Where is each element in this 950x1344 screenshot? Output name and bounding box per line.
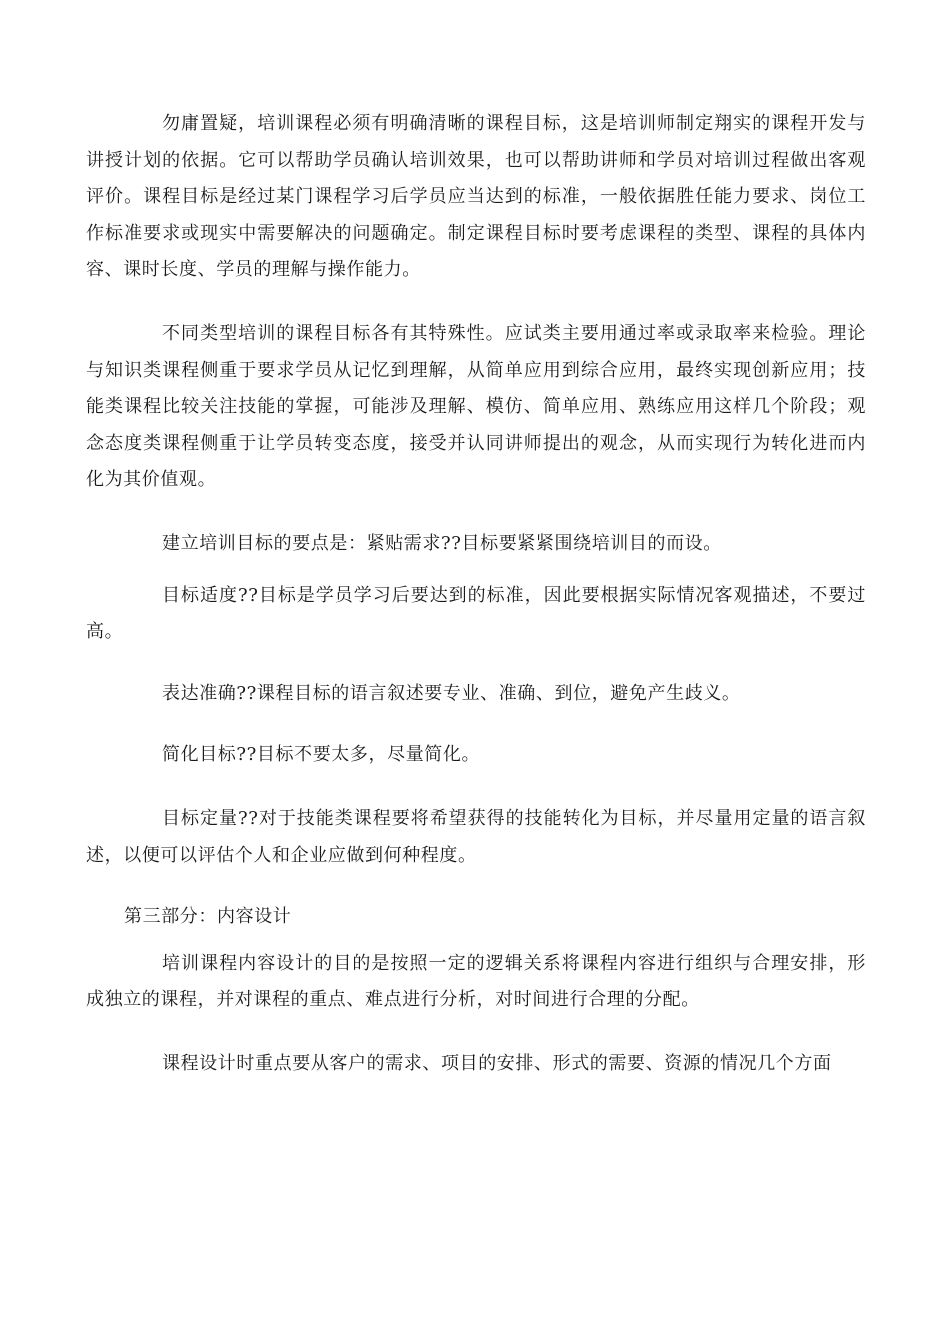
paragraph-goal-key-points: 建立培训目标的要点是：紧贴需求??目标要紧紧围绕培训目的而设。: [162, 532, 722, 554]
paragraph-goal-accurate: 表达准确??课程目标的语言叙述要专业、准确、到位，避免产生歧义。: [162, 682, 741, 704]
paragraph-content-design-purpose: 培训课程内容设计的目的是按照一定的逻辑关系将课程内容进行组织与合理安排，形成独立的课程，并对课程的重点、难点进行分析，对时间进行合理的分配。: [86, 952, 866, 1011]
document-page: [86, 106, 866, 1082]
section-heading: 第三部分：内容设计: [124, 906, 292, 928]
paragraph-content-design-focus: 课程设计时重点要从客户的需求、项目的安排、形式的需要、资源的情况几个方面: [162, 1052, 832, 1074]
paragraph-course-goals-intro: 勿庸置疑，培训课程必须有明确清晰的课程目标，这是培训师制定翔实的课程开发与讲授计划的依据。它可以帮助学员确认培训效果，也可以帮助讲师和学员对培训过程做出客观评价。课程目标是经过某门课程学习后学员应当达到的标准，一般依据胜任能力要求、岗位工作标准要求或现实中需要解决的问题确定。制定课程目标时要考虑课程的类型、课程的具体内容、课时长度、学员的理解与操作能力。: [86, 113, 866, 281]
paragraph-goal-simplify: 简化目标??目标不要太多，尽量简化。: [162, 744, 481, 766]
paragraph-goal-types: 不同类型培训的课程目标各有其特殊性。应试类主要用通过率或录取率来检验。理论与知识类课程侧重于要求学员从记忆到理解，从简单应用到综合应用，最终实现创新应用；技能类课程比较关注技能的掌握，可能涉及理解、模仿、简单应用、熟练应用这样几个阶段；观念态度类课程侧重于让学员转变态度，接受并认同讲师提出的观念，从而实现行为转化进而内化为其价值观。: [86, 322, 866, 491]
paragraph-goal-quantify: 目标定量??对于技能类课程要将希望获得的技能转化为目标，并尽量用定量的语言叙述，以便可以评估个人和企业应做到何种程度。: [86, 807, 866, 866]
paragraph-goal-moderate: 目标适度??目标是学员学习后要达到的标准，因此要根据实际情况客观描述，不要过高。: [86, 584, 866, 643]
